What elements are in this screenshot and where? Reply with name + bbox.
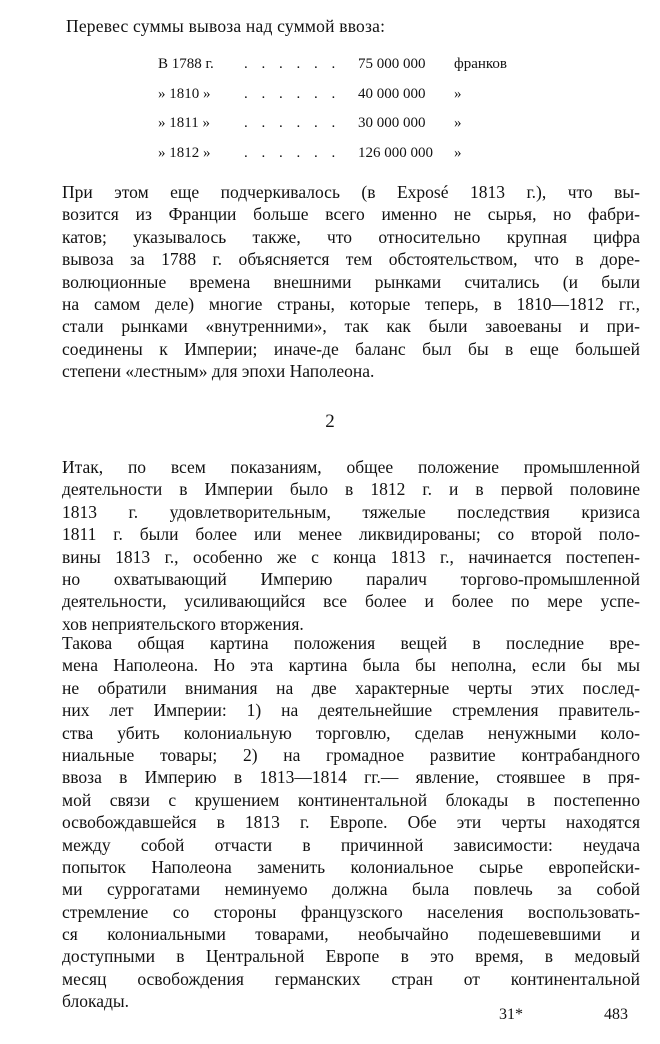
- paragraph-colonial-trade: [62, 632, 640, 1013]
- text-line: Итак, по всем показаниям, общее положение промышленной: [62, 457, 640, 477]
- text-line: мена Наполеона. Но эта картина была бы неполна, если бы мы: [62, 655, 640, 676]
- row-leader-dots: . . . . . .: [244, 144, 341, 161]
- text-line: хов неприятельского вторжения.: [62, 613, 304, 634]
- text-line: катов; указывалось также, что относительно крупная цифра: [62, 226, 640, 247]
- page-number: 483: [604, 1006, 628, 1023]
- signature-mark: 31*: [499, 1006, 523, 1023]
- row-unit: »: [454, 85, 462, 102]
- text-line: них лет Империи: 1) на деятельнейшие стремления правитель-: [62, 700, 640, 721]
- text-line: ниальные товары; 2) на громадное развитие контрабандного: [62, 744, 640, 765]
- text-line: 1813 г. удовлетворительным, тяжелые последствия кризиса: [62, 501, 640, 522]
- row-amount: 126 000 000: [358, 144, 433, 161]
- text-line: мой связи с крушением континентальной блокады в постепенно: [62, 789, 640, 810]
- text-line: ства убить колониальную торговлю, сделав ненужными коло-: [62, 722, 640, 743]
- text-line: волюционные времена внешними рынками считались (и были: [62, 271, 640, 292]
- text-line: месяц освобождения германских стран от континентальной: [62, 968, 640, 989]
- row-unit: »: [454, 115, 462, 131]
- text-line: степени «лестным» для эпохи Наполеона.: [62, 361, 375, 382]
- text-line: доступными в Центральной Европе в это время, в медовый: [62, 946, 640, 967]
- row-leader-dots: . . . . . .: [244, 115, 341, 131]
- text-line: возится из Франции больше всего именно не сырья, но фабри-: [62, 204, 640, 225]
- row-year: » 1811 »: [158, 115, 210, 131]
- row-amount: 75 000 000: [358, 56, 426, 72]
- row-leader-dots: . . . . . .: [244, 85, 341, 102]
- text-line: между собой отчасти в причинной зависимости: неудача: [62, 834, 640, 855]
- text-line: ввоза в Империю в 1813—1814 гг.— явление, стоявшее в пря-: [62, 767, 640, 788]
- table-row: [0, 115, 660, 145]
- text-line: на самом деле) многие страны, которые теперь, в 1810—1812 гг.,: [62, 293, 640, 314]
- text-line: соединены к Империи; иначе-де баланс был бы в еще большей: [62, 338, 640, 359]
- text-line: стремление со стороны французского населения воспользовать-: [62, 901, 640, 922]
- text-line: вины 1813 г., особенно же с конца 1813 г., начинается постепен-: [62, 546, 640, 567]
- row-year: » 1812 »: [158, 144, 211, 161]
- text-line: деятельности в Империи было в 1812 г. и в первой половине: [62, 479, 640, 500]
- paragraph-expose: [62, 181, 640, 383]
- text-line: попыток Наполеона заменить колониальное сырье европейски-: [62, 856, 640, 877]
- row-leader-dots: . . . . . .: [244, 56, 341, 72]
- text-line: ся колониальными товарами, необычайно подешевевшими и: [62, 924, 640, 945]
- table-row: [0, 145, 660, 175]
- text-line: деятельности, усиливающийся все более и более по мере успе-: [62, 591, 640, 612]
- text-line: вывоза за 1788 г. объясняется тем обстоятельством, что в доре-: [62, 249, 640, 270]
- text-line: стали рынками «внутренними», так как были завоеваны и при-: [62, 316, 640, 337]
- text-line: 1811 г. были более или менее ликвидированы; со второй поло-: [62, 524, 640, 545]
- section-number: 2: [325, 411, 335, 432]
- text-line: освобождавшейся в 1813 г. Европе. Обе эти черты находятся: [62, 812, 640, 833]
- text-line: блокады.: [62, 991, 129, 1012]
- table-heading: Перевес суммы вывоза над суммой ввоза:: [66, 16, 386, 36]
- row-amount: 40 000 000: [358, 85, 426, 102]
- table-row: [0, 56, 660, 86]
- export-surplus-table: [0, 56, 660, 174]
- text-line: При этом еще подчеркивалось (в Exposé 1813 г.), что вы-: [62, 182, 640, 202]
- text-line: ми суррогатами неминуемо должна была повлечь за собой: [62, 879, 640, 900]
- row-year: » 1810 »: [158, 85, 211, 102]
- row-amount: 30 000 000: [358, 115, 426, 131]
- text-line: но охватывающий Империю паралич торгово-промышленной: [62, 568, 640, 589]
- row-year: В 1788 г.: [158, 56, 214, 72]
- table-row: [0, 86, 660, 116]
- paragraph-summary: [62, 456, 640, 635]
- text-line: Такова общая картина положения вещей в последние вре-: [62, 633, 640, 653]
- text-line: не обратили внимания на две характерные черты этих послед-: [62, 677, 640, 698]
- row-unit: »: [454, 144, 462, 161]
- row-unit: франков: [454, 56, 508, 72]
